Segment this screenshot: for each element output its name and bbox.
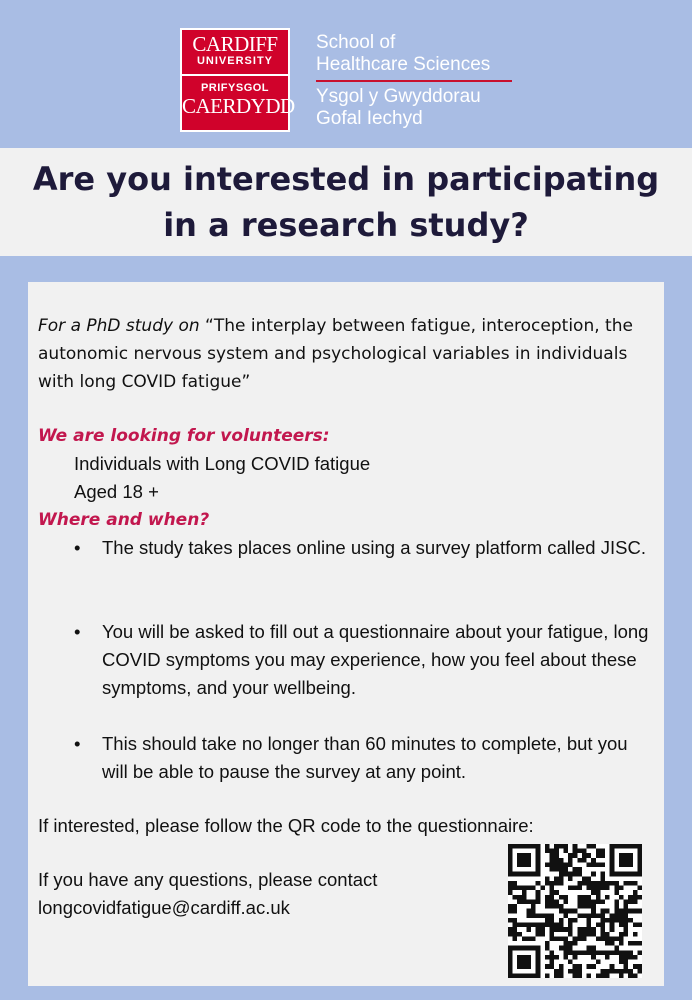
list-item [74, 618, 654, 702]
bullet-symbol: • [74, 537, 81, 558]
criteria-item: Aged 18 + [74, 481, 159, 502]
logo-divider [182, 74, 288, 76]
school-name-en-2: Healthcare Sciences [316, 54, 491, 75]
study-intro-prefix: For a PhD study on [38, 316, 206, 336]
school-name-en-1: School of [316, 32, 396, 53]
header [0, 0, 692, 148]
qr-instruction: If interested, please follow the QR code to the questionnaire: [38, 815, 534, 836]
school-name-cy-1: Ysgol y Gwyddorau [316, 86, 481, 107]
study-intro [38, 312, 648, 396]
bullet-symbol: • [74, 733, 81, 754]
logo-line-1: CARDIFF [192, 32, 278, 56]
list-item [74, 730, 654, 786]
school-name-cy-2: Gofal Iechyd [316, 108, 423, 129]
content-panel [28, 282, 664, 986]
logo-line-2: UNIVERSITY [196, 55, 273, 67]
logo-line-3: PRIFYSGOL [200, 82, 270, 94]
criteria-item: Individuals with Long COVID fatigue [74, 453, 371, 474]
contact-text: If you have any questions, please contact [38, 869, 378, 890]
cardiff-university-logo [180, 28, 295, 132]
study-title: “The interplay between fatigue, interoception, the autonomic nervous system and psychological variables in individuals with long COVID fatigue” [38, 316, 633, 392]
logo-line-4: CAERDYDD [182, 94, 295, 118]
school-name [316, 32, 512, 130]
bullet-symbol: • [74, 621, 81, 642]
contact-email[interactable]: longcovidfatigue@cardiff.ac.uk [38, 897, 290, 918]
list-item [74, 534, 654, 562]
school-name-rule [316, 80, 512, 82]
qr-code[interactable] [508, 844, 642, 978]
where-when-heading: Where and when? [38, 510, 210, 530]
page-title: Are you interested in participating in a research study? [32, 160, 660, 244]
list-item-text: You will be asked to fill out a questionnaire about your fatigue, long COVID symptoms you may experience, how you feel about these symptoms, and your wellbeing. [102, 621, 649, 698]
volunteers-heading: We are looking for volunteers: [38, 426, 330, 446]
list-item-text: The study takes places online using a survey platform called JISC. [102, 537, 646, 558]
qr-code-graphic [508, 844, 642, 978]
title-band [0, 148, 692, 256]
list-item-text: This should take no longer than 60 minutes to complete, but you will be able to pause the survey at any point. [102, 733, 628, 782]
